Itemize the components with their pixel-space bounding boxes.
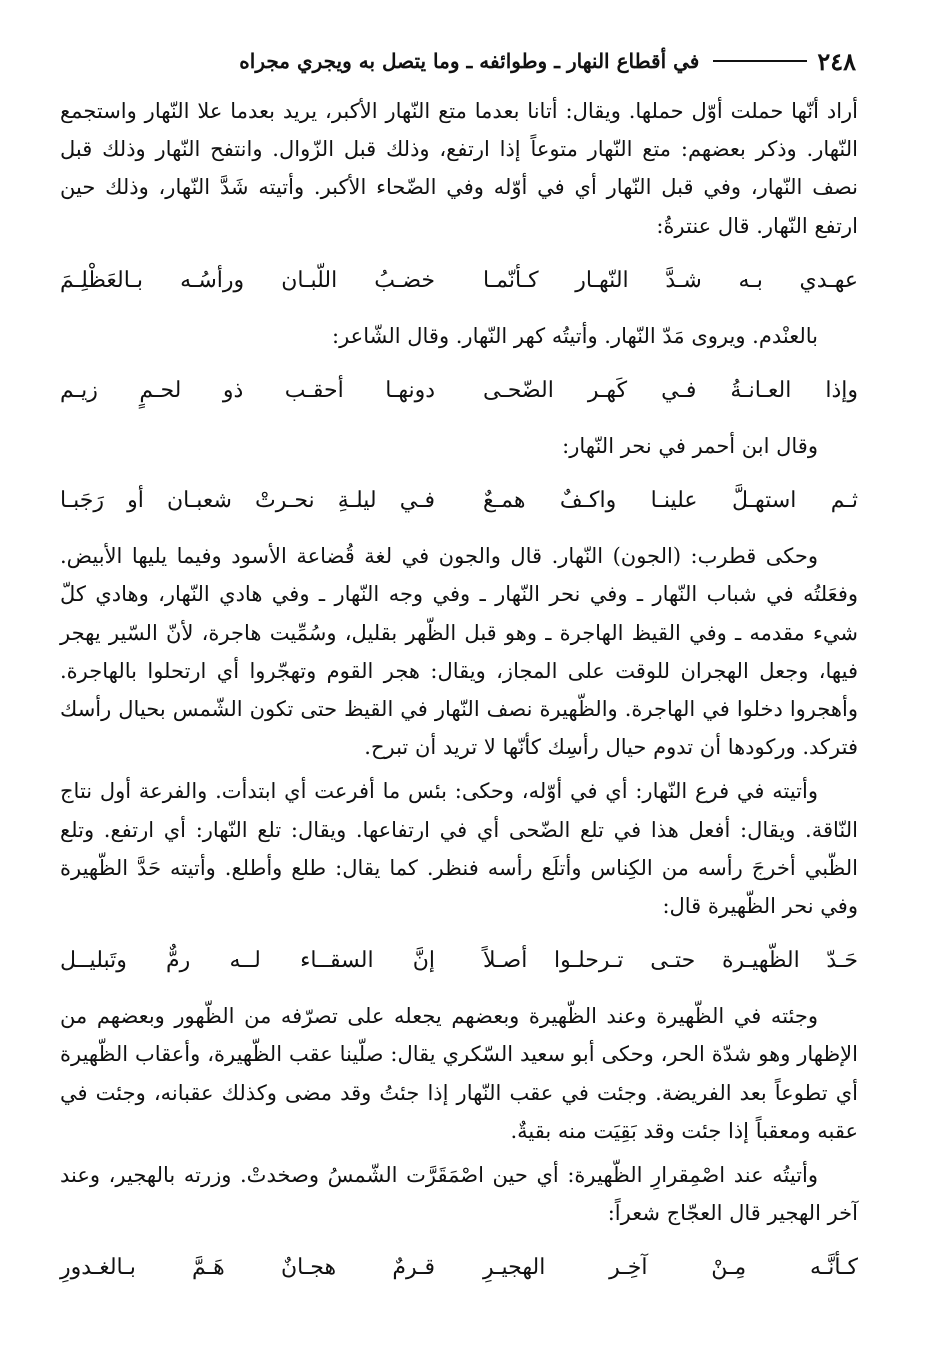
page-header [60,44,856,78]
verse-first-hemistich: عهـدي بـه شـدَّ النّهـار كـأنّمـا [482,267,858,293]
verse-second-hemistich: إنَّ السقــاء لــه رمٌّ وتَبليــل [60,948,436,974]
verse-second-hemistich: خضـبُ اللّبـان ورأسُـه بـالعَظْلِـمَ [60,267,436,293]
verse-first-hemistich: حَـدّ الظّهيـرة حتـى تـرحلـوا أصـلاً [482,948,858,974]
poem-verse [60,369,858,413]
paragraph: وحكى قطرب: (الجون) النّهار. قال والجون في لغة قُضاعة الأسود وفيما يليها الأبيض. وفعَلتُه في شباب النّهار ـ وفي نحر النّهار ـ وفي وجه النّهار ـ وفي هادي النّهار، وهادي كلّ شيء مقدمه ـ وفي القيظ الهاجرة ـ وهو قبل الظّهر بقليل، وسُمِّيت هاجرة، لأنّ السّير يهجر فيها، وجعل الهجران للوقت على المجاز، ويقال: هجر القوم وتهجّروا أي ارتحلوا بالهاجرة. وأهجروا دخلوا في الهاجرة. والظّهيرة نصف النّهار في القيظ حتى تكون الشّمس بحيال رأسك فتركد. وركودها أن تدوم حيال رأسِك كأنّها لا تريد أن تبرح. [60,544,858,760]
verse-first-hemistich: ثـم استهـلَّ علينـا واكـفٌ همـعٌ [482,488,858,514]
paragraph: وقال ابن أحمر في نحر النّهار: [562,434,818,459]
verse-first-hemistich: كـأنَّـه مِـنْ آخِـر الهجيـرِ [482,1255,858,1281]
page-body [60,92,858,1304]
header-rule [713,60,807,62]
verse-second-hemistich: فـي ليلـةِ نحـرتْ شعبـان أو رَجَبـا [60,488,436,514]
page-number: ٢٤٨ [817,46,856,76]
poem-verse [60,939,858,983]
paragraph: أراد أنّها حملت أوّل حملها. ويقال: أتانا بعدما متع النّهار الأكبر، يريد بعدما علا النّهار واستجمع النّهار. وذكر بعضهم: متع النّهار متوعاً إذا ارتفع، وذلك قبل الزّوال. وانتفح النّهار وذلك قبل نصف النّهار، وفي قبل النّهار أي في أوّله وفي الضّحاء الأكبر. وأتيته شَدَّ النّهار، وذلك حين ارتفع النّهار. قال عنترةُ: [60,99,858,238]
paragraph: وأتيته في فرع النّهار: أي في أوّله، وحكى: بئس ما أفرعت أي ابتدأت. والفرعة أول نتاج النّاقة. ويقال: أفعل هذا في تلع الضّحى أي في ارتفاعها. ويقال: تلع النّهار: أي ارتفع. وتلع الظّبي أخرجَ رأسه من الكِناس وأتلَع رأسه فنظر. كما يقال: طلع وأطلع. وأتيته حَدَّ الظّهيرة وفي نحر الظّهيرة قال: [60,779,858,919]
verse-first-hemistich: وإذا العـانـةُ فـي كَهـر الضّحـى [482,378,858,404]
poem-verse [60,1246,858,1290]
poem-verse [60,259,858,303]
paragraph: بالعنْدم. ويروى مَدّ النّهار. وأتيتُه كهر النّهار. وقال الشّاعر: [332,323,818,348]
paragraph: وجئته في الظّهيرة وعند الظّهيرة وبعضهم يجعله على تصرّفه من الظّهور وبعضهم من الإظهار وهو شدّة الحر، وحكى أبو سعيد السّكري يقال: صلّينا عقب الظّهيرة، وأعقاب الظّهيرة أي تطوعاً بعد الفريضة. وجئت في عقب النّهار إذا جئتُ وقد مضى وكذلك عقبانه، وجئت في عقبه ومعقباً إذا جئت وقد بَقِيَت منه بقيةٌ. [60,1004,858,1143]
verse-second-hemistich: دونهـا أحقـب ذو لحـمٍ زيـم [60,378,436,404]
poem-verse [60,479,858,523]
running-title: في أقطاع النهار ـ وطوائفه ـ وما يتصل به ويجري مجراه [239,49,700,73]
paragraph: وأتيتُه عند اصْمِقرارِ الظّهيرة: أي حين اصْمَقَرَّت الشّمسُ وصخدتْ. وزرته بالهجير، وعند آخر الهجير قال العجّاج شعراً: [60,1163,858,1226]
verse-second-hemistich: قـرمٌ هجـانٌ هَـمَّ بـالغـدورِ [60,1255,436,1281]
